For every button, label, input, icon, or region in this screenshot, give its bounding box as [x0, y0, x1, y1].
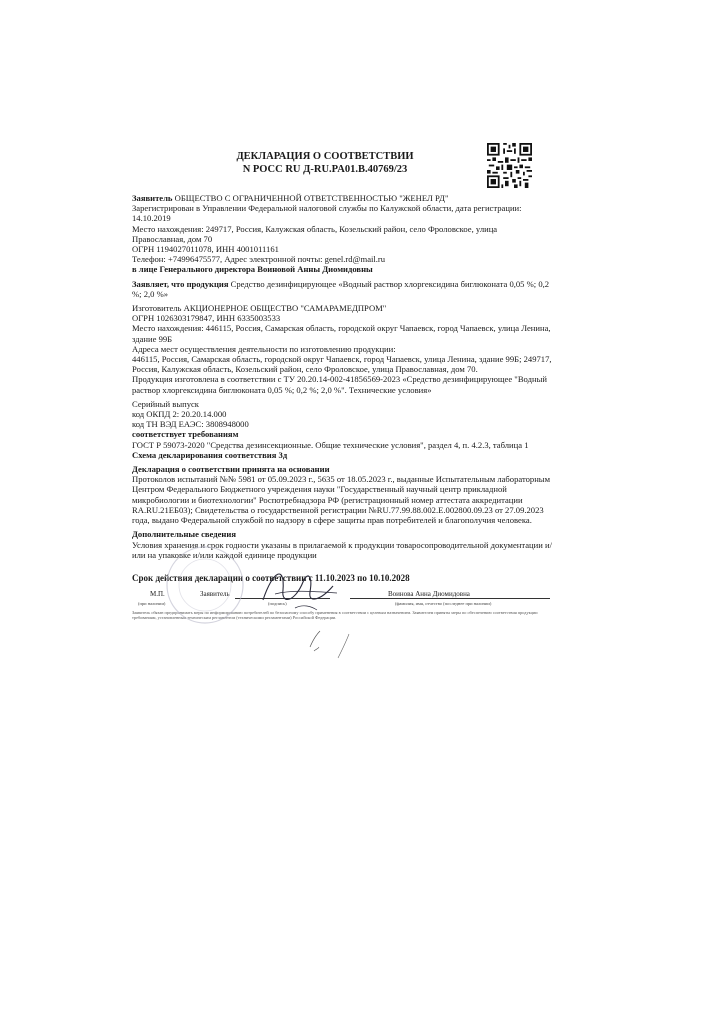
pen-mark-icon-2	[332, 630, 357, 665]
name-caption: (фамилия, имя, отчество (последнее при наличии)	[395, 601, 492, 606]
product-block	[132, 279, 552, 299]
serial-release: Серийный выпуск	[132, 398, 199, 409]
document-title: ДЕКЛАРАЦИЯ О СООТВЕТСТВИИ	[236, 151, 414, 162]
declaration-body	[132, 193, 552, 560]
product-label: Заявляет, что продукция	[132, 278, 229, 289]
sign-caption: (подпись)	[268, 601, 287, 606]
additional-label: Дополнительные сведения	[132, 529, 236, 540]
stamp-seal-icon	[160, 540, 250, 630]
applicant-sign-label: Заявитель	[200, 590, 230, 598]
product-text: Средство дезинфицирующее «Водный раствор хлоргексидина биглюконата 0,05 %; 0,2 %; 2,0 %»	[132, 278, 550, 299]
name-line	[350, 598, 550, 599]
signer-name: Воинова Анна Диомидовна	[388, 590, 470, 598]
tnved-code: код ТН ВЭД ЕАЭС: 3808948000	[132, 419, 249, 430]
manufacturer-ogrn: ОГРН 1026303179847, ИНН 6335003533	[132, 313, 281, 324]
stamp-caption: (при наличии)	[138, 601, 166, 606]
applicant-registration: Зарегистрирован в Управлении Федеральной налоговой службы по Калужской области, дата регистрации: 14.10.2019	[132, 203, 522, 224]
footnote: Заявитель обязан предпринимать меры по информированию потребителей по безопасному способу применения в соответствии с целевым назначением. Заявителем приняты меры по обеспечению соответствия продукции требованиям, установленным техническим регламентом (техническими регламентами) Российской Федерации.	[132, 610, 538, 620]
applicant-contacts: Телефон: +74996475577, Адрес электронной почты: genel.rd@mail.ru	[132, 254, 386, 265]
applicant-block	[132, 193, 552, 203]
manufacturer-sites-label: Адреса мест осуществления деятельности по изготовлению продукции:	[132, 343, 396, 354]
applicant-name: ОБЩЕСТВО С ОГРАНИЧЕННОЙ ОТВЕТСТВЕННОСТЬЮ "ЖЕНЕЛ РД"	[174, 193, 449, 203]
applicant-label: Заявитель	[132, 193, 173, 203]
validity-period: Срок действия декларации о соответствии с 11.10.2023 по 10.10.2028	[132, 573, 410, 583]
manufacturer-name: Изготовитель АКЦИОНЕРНОЕ ОБЩЕСТВО "САМАРАМЕДПРОМ"	[132, 303, 387, 314]
manufacturer-tu: Продукция изготовлена в соответствии с ТУ 20.20.14-002-41856569-2023 «Средство дезинфицирующее "Водный раствор хлоргексидина биглюконата 0,05 %; 0,2 %; 2,0 %". Технические условия»	[132, 374, 547, 395]
manufacturer-sites: 446115, Россия, Самарская область, городской округ Чапаевск, город Чапаевск, улица Ленина, здание 99Б; 249717, Россия, Калужская область, Козельский район, село Фроловское, улица Православная, дом 70.	[132, 354, 552, 375]
stamp-label: М.П.	[150, 590, 165, 598]
requirements-label: соответствует требованиям	[132, 429, 239, 440]
scheme-value: 3д	[278, 449, 288, 460]
okpd-code: код ОКПД 2: 20.20.14.000	[132, 409, 227, 420]
basis-text: Протоколов испытаний №№ 5981 от 05.09.2023 г., 5635 от 18.05.2023 г., выданные Испытательным лабораторным Центром Федерального Бюджетного учреждения науки "Государственный научный центр прикладной микробиологии и биотехнологии" Роспотребнадзора РФ (регистрационный номер аттестата аккредитации RA.RU.21ЕБ03); Свидетельства о государственной регистрации №RU.77.99.88.002.Е.002800.09.23 от 27.09.2023 года, выдано Федеральной службой по надзору в сфере защиты прав потребителей и благополучия человека.	[132, 474, 551, 526]
qr-code-icon	[487, 143, 532, 188]
applicant-representative: в лице Генерального директора Воиновой Анны Диомидовны	[132, 264, 373, 275]
applicant-address: Место нахождения: 249717, Россия, Калужская область, Козельский район, село Фроловское, улица Православная, дом 70	[132, 223, 498, 244]
applicant-ogrn: ОГРН 1194027011078, ИНН 4001011161	[132, 244, 279, 255]
additional-text: Условия хранения и срок годности указаны в прилагаемой к продукции товаросопроводительной документации и/или на упаковке и/или каждой единице продукции	[132, 539, 552, 560]
declaration-number: N РОСС RU Д-RU.PA01.B.40769/23	[242, 164, 408, 175]
scheme-block	[132, 450, 552, 460]
manufacturer-address: Место нахождения: 446115, Россия, Самарская область, городской округ Чапаевск, город Чапаевск, улица Ленина, здание 99Б	[132, 323, 551, 344]
scheme-label: Схема декларирования соответствия	[132, 449, 277, 460]
requirements-text: ГОСТ Р 59073-2020 "Средства дезинсекционные. Общие технические условия", раздел 4, п. 4.2.3, таблица 1	[132, 439, 529, 450]
signature-icon	[255, 560, 345, 615]
basis-label: Декларация о соответствии принята на основании	[132, 464, 330, 475]
